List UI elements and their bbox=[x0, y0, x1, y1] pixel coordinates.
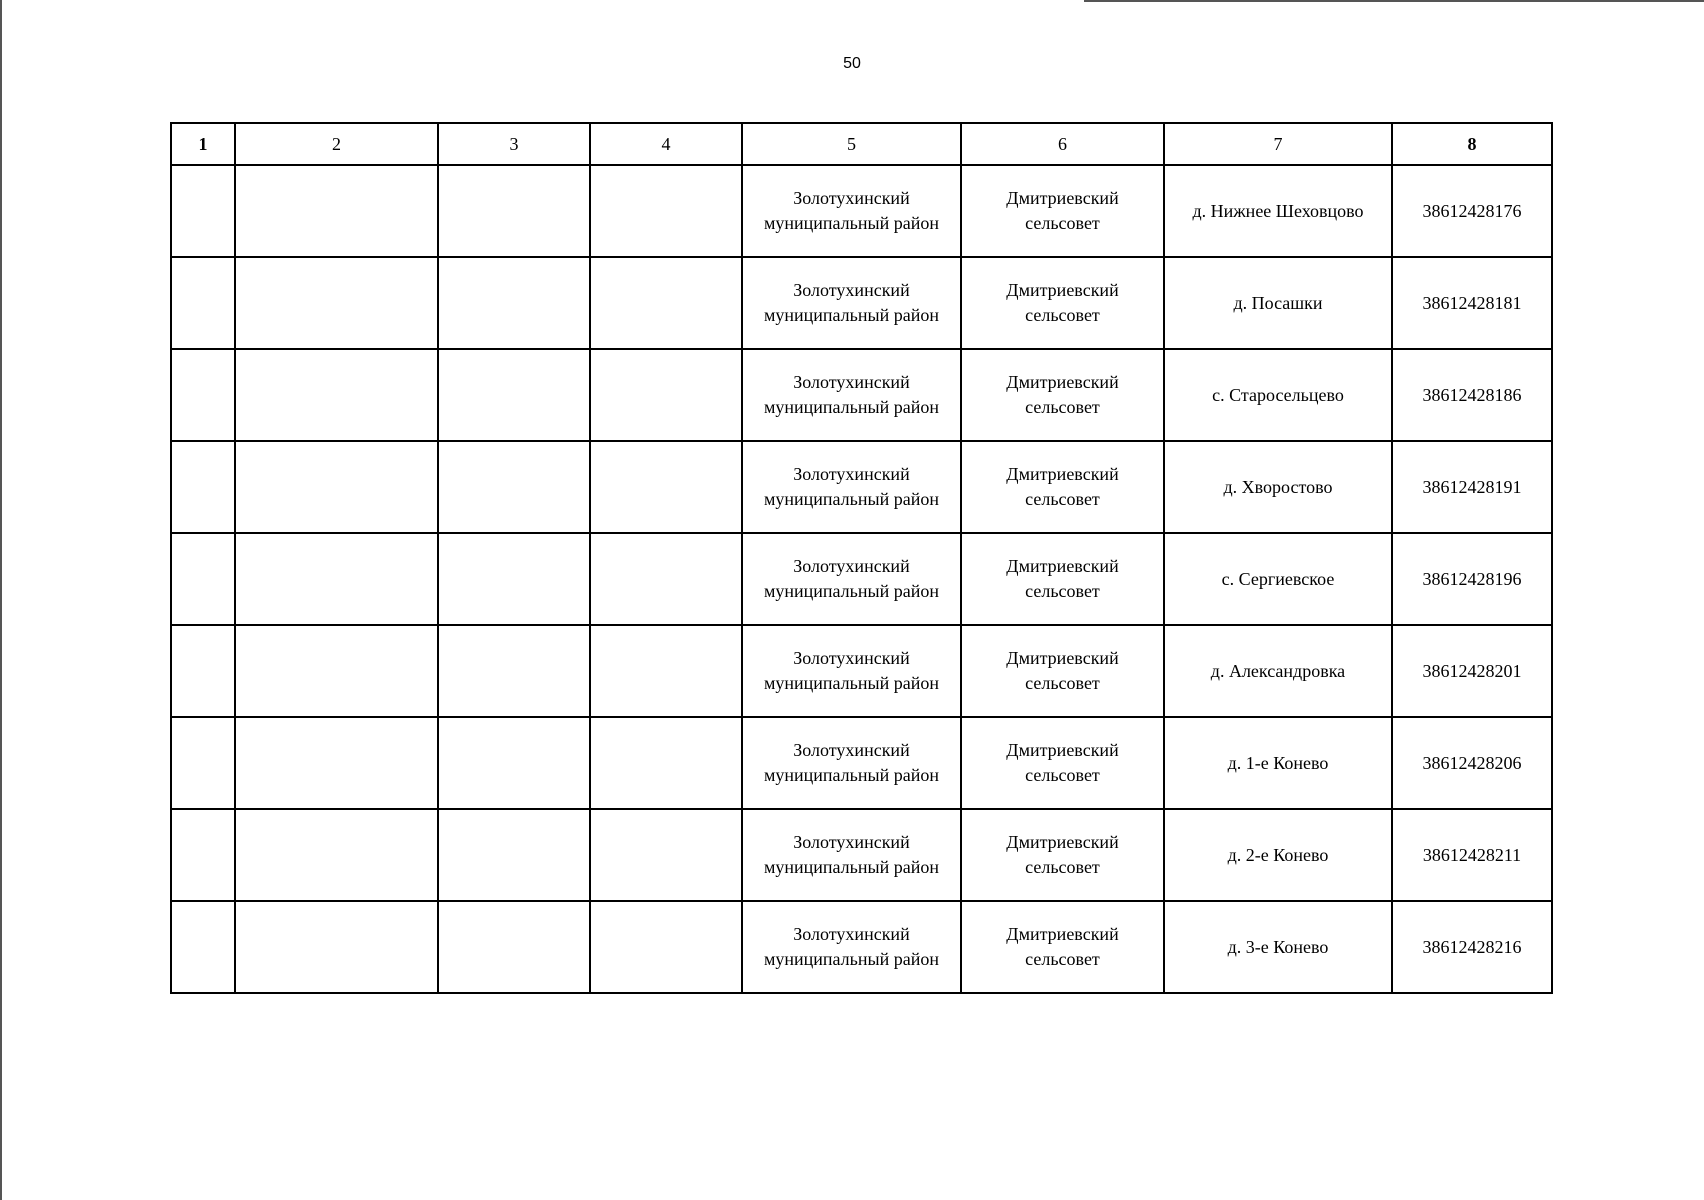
cell-district bbox=[742, 809, 961, 901]
column-header-3: 3 bbox=[438, 123, 590, 165]
cell-col-3 bbox=[438, 717, 590, 809]
cell-col-3 bbox=[438, 165, 590, 257]
cell-district-line-1: Золотухинский bbox=[793, 280, 910, 300]
cell-col-4 bbox=[590, 625, 742, 717]
cell-council-line-1: Дмитриевский bbox=[1006, 832, 1119, 852]
cell-settlement: д. Посашки bbox=[1164, 257, 1392, 349]
cell-col-2 bbox=[235, 165, 438, 257]
cell-col-4 bbox=[590, 809, 742, 901]
cell-col-1 bbox=[171, 809, 235, 901]
column-header-1: 1 bbox=[171, 123, 235, 165]
cell-code: 38612428186 bbox=[1392, 349, 1552, 441]
cell-col-2 bbox=[235, 625, 438, 717]
page-number: 50 bbox=[843, 55, 861, 72]
column-header-6: 6 bbox=[961, 123, 1164, 165]
cell-council-line-2: сельсовет bbox=[1025, 397, 1100, 417]
cell-col-3 bbox=[438, 809, 590, 901]
cell-col-4 bbox=[590, 441, 742, 533]
column-header-4: 4 bbox=[590, 123, 742, 165]
cell-col-3 bbox=[438, 257, 590, 349]
table-row bbox=[171, 625, 1552, 717]
cell-col-1 bbox=[171, 349, 235, 441]
cell-council bbox=[961, 257, 1164, 349]
column-header-7: 7 bbox=[1164, 123, 1392, 165]
column-header-5: 5 bbox=[742, 123, 961, 165]
cell-col-4 bbox=[590, 349, 742, 441]
cell-code: 38612428196 bbox=[1392, 533, 1552, 625]
table-row bbox=[171, 257, 1552, 349]
cell-settlement: д. Нижнее Шеховцово bbox=[1164, 165, 1392, 257]
cell-district-line-2: муниципальный район bbox=[763, 949, 939, 969]
cell-council-line-1: Дмитриевский bbox=[1006, 556, 1119, 576]
table-row bbox=[171, 901, 1552, 993]
cell-district-line-1: Золотухинский bbox=[793, 740, 910, 760]
table-row bbox=[171, 441, 1552, 533]
cell-district-line-1: Золотухинский bbox=[793, 832, 910, 852]
cell-district bbox=[742, 257, 961, 349]
cell-council bbox=[961, 349, 1164, 441]
cell-col-3 bbox=[438, 441, 590, 533]
cell-council-line-2: сельсовет bbox=[1025, 581, 1100, 601]
cell-council-line-2: сельсовет bbox=[1025, 857, 1100, 877]
cell-col-2 bbox=[235, 533, 438, 625]
cell-col-2 bbox=[235, 349, 438, 441]
cell-col-3 bbox=[438, 349, 590, 441]
cell-district-line-2: муниципальный район bbox=[763, 765, 939, 785]
cell-council-line-2: сельсовет bbox=[1025, 489, 1100, 509]
cell-code: 38612428211 bbox=[1392, 809, 1552, 901]
cell-council bbox=[961, 717, 1164, 809]
cell-district-line-1: Золотухинский bbox=[793, 188, 910, 208]
cell-col-4 bbox=[590, 901, 742, 993]
table-row bbox=[171, 165, 1552, 257]
table-body bbox=[171, 165, 1552, 993]
cell-code: 38612428176 bbox=[1392, 165, 1552, 257]
cell-district bbox=[742, 533, 961, 625]
cell-council-line-2: сельсовет bbox=[1025, 765, 1100, 785]
cell-council-line-1: Дмитриевский bbox=[1006, 740, 1119, 760]
cell-council-line-2: сельсовет bbox=[1025, 305, 1100, 325]
cell-council bbox=[961, 165, 1164, 257]
column-header-8: 8 bbox=[1392, 123, 1552, 165]
header-row bbox=[171, 123, 1552, 165]
cell-council-line-1: Дмитриевский bbox=[1006, 188, 1119, 208]
table-row bbox=[171, 717, 1552, 809]
cell-col-4 bbox=[590, 717, 742, 809]
cell-district bbox=[742, 165, 961, 257]
cell-code: 38612428181 bbox=[1392, 257, 1552, 349]
cell-col-3 bbox=[438, 625, 590, 717]
cell-district-line-2: муниципальный район bbox=[763, 305, 939, 325]
cell-council bbox=[961, 441, 1164, 533]
cell-col-4 bbox=[590, 165, 742, 257]
cell-col-2 bbox=[235, 809, 438, 901]
cell-council bbox=[961, 625, 1164, 717]
cell-district-line-2: муниципальный район bbox=[763, 397, 939, 417]
cell-district bbox=[742, 625, 961, 717]
cell-settlement: д. 3-е Конево bbox=[1164, 901, 1392, 993]
cell-col-1 bbox=[171, 441, 235, 533]
cell-council-line-2: сельсовет bbox=[1025, 213, 1100, 233]
cell-district-line-1: Золотухинский bbox=[793, 372, 910, 392]
cell-col-1 bbox=[171, 165, 235, 257]
cell-district-line-2: муниципальный район bbox=[763, 213, 939, 233]
cell-district-line-1: Золотухинский bbox=[793, 556, 910, 576]
cell-council-line-2: сельсовет bbox=[1025, 673, 1100, 693]
cell-council-line-1: Дмитриевский bbox=[1006, 372, 1119, 392]
cell-code: 38612428201 bbox=[1392, 625, 1552, 717]
cell-district-line-2: муниципальный район bbox=[763, 857, 939, 877]
cell-col-1 bbox=[171, 533, 235, 625]
cell-district-line-1: Золотухинский bbox=[793, 464, 910, 484]
cell-council-line-1: Дмитриевский bbox=[1006, 648, 1119, 668]
cell-district-line-2: муниципальный район bbox=[763, 489, 939, 509]
cell-settlement: с. Сергиевское bbox=[1164, 533, 1392, 625]
registry-table bbox=[170, 122, 1553, 994]
scan-edge-top bbox=[1084, 0, 1704, 2]
cell-council bbox=[961, 533, 1164, 625]
cell-settlement: д. Хворостово bbox=[1164, 441, 1392, 533]
cell-settlement: с. Старосельцево bbox=[1164, 349, 1392, 441]
cell-col-4 bbox=[590, 533, 742, 625]
cell-district bbox=[742, 349, 961, 441]
cell-district-line-2: муниципальный район bbox=[763, 581, 939, 601]
cell-code: 38612428191 bbox=[1392, 441, 1552, 533]
cell-col-3 bbox=[438, 901, 590, 993]
cell-code: 38612428216 bbox=[1392, 901, 1552, 993]
cell-col-2 bbox=[235, 901, 438, 993]
cell-col-1 bbox=[171, 257, 235, 349]
scan-edge-left bbox=[0, 0, 2, 1200]
cell-council-line-1: Дмитриевский bbox=[1006, 280, 1119, 300]
cell-council-line-2: сельсовет bbox=[1025, 949, 1100, 969]
column-header-2: 2 bbox=[235, 123, 438, 165]
cell-district bbox=[742, 441, 961, 533]
table-row bbox=[171, 349, 1552, 441]
table-row bbox=[171, 809, 1552, 901]
cell-settlement: д. Александровка bbox=[1164, 625, 1392, 717]
cell-district-line-1: Золотухинский bbox=[793, 924, 910, 944]
cell-settlement: д. 1-е Конево bbox=[1164, 717, 1392, 809]
cell-col-1 bbox=[171, 717, 235, 809]
cell-code: 38612428206 bbox=[1392, 717, 1552, 809]
cell-col-1 bbox=[171, 625, 235, 717]
cell-council bbox=[961, 901, 1164, 993]
cell-settlement: д. 2-е Конево bbox=[1164, 809, 1392, 901]
cell-col-4 bbox=[590, 257, 742, 349]
table-row bbox=[171, 533, 1552, 625]
cell-council-line-1: Дмитриевский bbox=[1006, 924, 1119, 944]
cell-council bbox=[961, 809, 1164, 901]
cell-council-line-1: Дмитриевский bbox=[1006, 464, 1119, 484]
cell-col-2 bbox=[235, 257, 438, 349]
cell-col-1 bbox=[171, 901, 235, 993]
cell-col-2 bbox=[235, 441, 438, 533]
cell-district-line-1: Золотухинский bbox=[793, 648, 910, 668]
cell-district-line-2: муниципальный район bbox=[763, 673, 939, 693]
cell-col-2 bbox=[235, 717, 438, 809]
cell-district bbox=[742, 717, 961, 809]
cell-district bbox=[742, 901, 961, 993]
cell-col-3 bbox=[438, 533, 590, 625]
